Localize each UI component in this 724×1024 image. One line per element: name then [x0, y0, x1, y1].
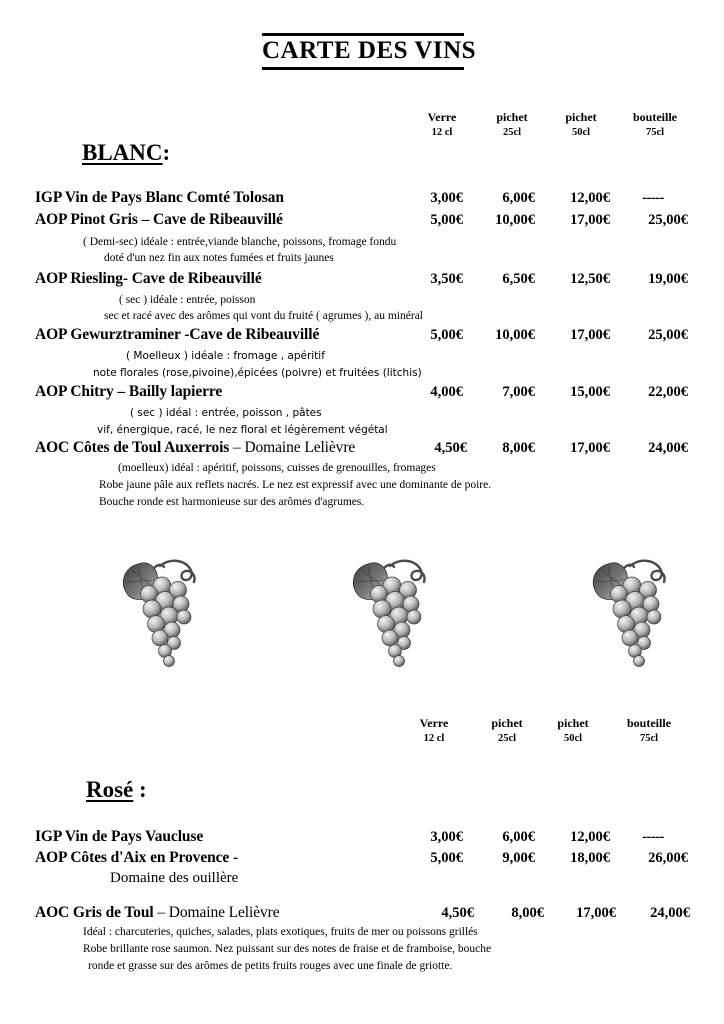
- price-bouteille: 22,00€: [648, 384, 688, 400]
- wine-description-line: ronde et grasse sur des arômes de petits fruits rouges avec une finale de griotte.: [88, 960, 453, 972]
- price-verre: 3,00€: [430, 190, 463, 206]
- wine-description-line: ( sec ) idéale : entrée, poisson: [119, 294, 256, 306]
- wine-name-text: AOP Riesling- Cave de Ribeauvillé: [35, 270, 262, 287]
- wine-description-line: Idéal : charcuteries, quiches, salades, plats exotiques, fruits de mer ou poissons grillés: [83, 926, 478, 938]
- price-bouteille: 24,00€: [650, 905, 690, 921]
- wine-name-igp-vin-de-pays-vaucluse: [35, 828, 203, 846]
- wine-description-line: (moelleux) idéal : apéritif, poissons, cuisses de grenouilles, fromages: [118, 462, 436, 474]
- column-label: Verre: [419, 716, 449, 730]
- wine-name-aop-riesling: [35, 270, 262, 288]
- wine-name-text: AOP Pinot Gris – Cave de Ribeauvillé: [35, 211, 283, 228]
- price-pichet-25: 10,00€: [495, 327, 535, 343]
- column-unit: 75cl: [645, 127, 665, 138]
- price-pichet-50: 18,00€: [570, 850, 610, 866]
- wine-name-igp-comte-tolosan: [35, 189, 284, 207]
- blanc-column-header-verre: [412, 110, 472, 138]
- wine-name-aoc-cotes-de-toul-auxerrois: [35, 439, 355, 457]
- price-pichet-25: 6,00€: [502, 190, 535, 206]
- price-verre: 3,00€: [430, 829, 463, 845]
- blanc-column-header-bouteille: [622, 110, 688, 138]
- grape-bunch-illustration: [338, 552, 458, 672]
- price-pichet-50: 15,00€: [570, 384, 610, 400]
- wine-description-line: doté d'un nez fin aux notes fumées et fruits jaunes: [104, 252, 334, 264]
- price-bouteille-none: -----: [642, 190, 664, 206]
- price-bouteille: 25,00€: [648, 212, 688, 228]
- wine-name-text: AOP Chitry – Bailly lapierre: [35, 383, 223, 400]
- section-heading-blanc: [82, 140, 170, 166]
- price-verre: 4,50€: [434, 440, 467, 456]
- price-pichet-50: 17,00€: [570, 212, 610, 228]
- rose-column-header-verre: [404, 716, 464, 744]
- column-label: pichet: [565, 110, 597, 124]
- wine-domaine-text: – Domaine Lelièvre: [157, 904, 280, 921]
- page-title: CARTE DES VINS: [262, 37, 477, 64]
- blanc-column-header-pichet-50: [551, 110, 611, 138]
- price-pichet-25: 9,00€: [502, 850, 535, 866]
- price-pichet-25: 7,00€: [502, 384, 535, 400]
- price-bouteille: 25,00€: [648, 327, 688, 343]
- rose-column-header-pichet-25: [477, 716, 537, 744]
- column-unit: 50cl: [571, 127, 591, 138]
- price-verre: 5,00€: [430, 212, 463, 228]
- section-heading-text: Rosé: [86, 777, 134, 802]
- column-unit: 12 cl: [423, 733, 445, 744]
- price-bouteille: 19,00€: [648, 271, 688, 287]
- column-unit: 12 cl: [431, 127, 453, 138]
- price-bouteille: 24,00€: [648, 440, 688, 456]
- wine-name-aoc-gris-de-toul: [35, 904, 280, 922]
- wine-domaine-subname: Domaine des ouillère: [110, 870, 239, 886]
- price-pichet-50: 12,00€: [570, 829, 610, 845]
- wine-name-text: IGP Vin de Pays Blanc Comté Tolosan: [35, 189, 284, 206]
- wine-name-text: AOP Gewurztraminer -Cave de Ribeauvillé: [35, 326, 320, 343]
- wine-description-line: sec et racé avec des arômes qui vont du fruité ( agrumes ), au minéral: [104, 310, 423, 322]
- column-label: pichet: [491, 716, 523, 730]
- column-label: pichet: [496, 110, 528, 124]
- rose-column-header-bouteille: [616, 716, 682, 744]
- price-pichet-25: 8,00€: [502, 440, 535, 456]
- grape-bunch-illustration: [108, 552, 228, 672]
- page-title-block: [262, 33, 477, 70]
- price-verre: 3,50€: [430, 271, 463, 287]
- wine-name-text: IGP Vin de Pays Vaucluse: [35, 828, 204, 845]
- wine-description-line: vif, énergique, racé, le nez floral et légèrement végétal: [97, 424, 388, 436]
- column-unit: 50cl: [563, 733, 583, 744]
- title-rule-bottom: [262, 67, 464, 70]
- wine-description-line: ( Moelleux ) idéale : fromage , apéritif: [126, 350, 325, 362]
- column-unit: 25cl: [502, 127, 522, 138]
- column-label: Verre: [427, 110, 457, 124]
- section-heading-colon: :: [139, 777, 147, 802]
- price-pichet-25: 6,50€: [502, 271, 535, 287]
- wine-name-aop-gewurztraminer: [35, 326, 319, 344]
- wine-description-line: Bouche ronde est harmonieuse sur des arômes d'agrumes.: [99, 496, 365, 508]
- wine-name-text: AOC Côtes de Toul Auxerrois: [35, 439, 230, 456]
- wine-name-text: AOC Gris de Toul: [35, 904, 154, 921]
- wine-description-line: Robe brillante rose saumon. Nez puissant sur des notes de fraise et de framboise, bouche: [83, 943, 492, 955]
- wine-name-text: AOP Côtes d'Aix en Provence -: [35, 849, 239, 866]
- column-unit: 75cl: [639, 733, 659, 744]
- price-bouteille: 26,00€: [648, 850, 688, 866]
- section-heading-rose: [86, 777, 147, 803]
- wine-description-line: Robe jaune pâle aux reflets nacrés. Le nez est expressif avec une dominante de poire.: [99, 479, 492, 491]
- wine-domaine-text: – Domaine Lelièvre: [233, 439, 356, 456]
- section-heading-text: BLANC: [82, 140, 163, 165]
- section-heading-colon: :: [162, 140, 171, 165]
- wine-description-line: ( Demi-sec) idéale : entrée,viande blanche, poissons, fromage fondu: [83, 236, 397, 248]
- price-bouteille-none: -----: [642, 829, 664, 845]
- wine-name-aop-pinot-gris: [35, 211, 283, 229]
- price-pichet-50: 12,50€: [570, 271, 610, 287]
- price-pichet-25: 6,00€: [502, 829, 535, 845]
- column-label: bouteille: [627, 716, 671, 730]
- wine-name-aop-chitry: [35, 383, 222, 401]
- price-verre: 5,00€: [430, 327, 463, 343]
- wine-name-aop-cotes-daix-en-provence: [35, 849, 238, 867]
- price-verre: 5,00€: [430, 850, 463, 866]
- rose-column-header-pichet-50: [543, 716, 603, 744]
- price-pichet-25: 10,00€: [495, 212, 535, 228]
- wine-description-line: ( sec ) idéal : entrée, poisson , pâtes: [130, 407, 322, 419]
- wine-description-line: note florales (rose,pivoine),épicées (poivre) et fruitées (litchis): [93, 367, 422, 379]
- column-unit: 25cl: [497, 733, 517, 744]
- grape-bunch-illustration: [578, 552, 698, 672]
- price-verre: 4,00€: [430, 384, 463, 400]
- price-pichet-50: 17,00€: [570, 327, 610, 343]
- column-label: bouteille: [633, 110, 677, 124]
- price-pichet-25: 8,00€: [511, 905, 544, 921]
- price-pichet-50: 12,00€: [570, 190, 610, 206]
- price-pichet-50: 17,00€: [570, 440, 610, 456]
- column-label: pichet: [557, 716, 589, 730]
- price-pichet-50: 17,00€: [576, 905, 616, 921]
- price-verre: 4,50€: [441, 905, 474, 921]
- blanc-column-header-pichet-25: [482, 110, 542, 138]
